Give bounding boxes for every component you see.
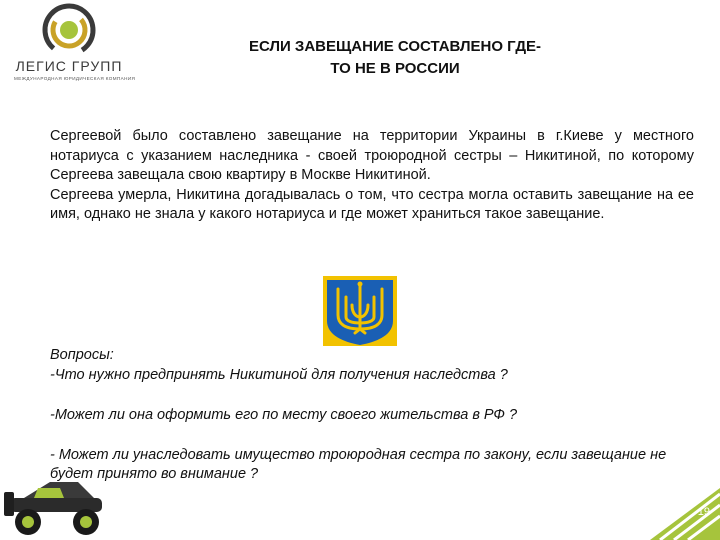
question-3: - Может ли унаследовать имущество троюродная сестра по закону, если завещание не будет принято во внимание ? bbox=[50, 446, 667, 483]
logo-tagline: МЕЖДУНАРОДНАЯ ЮРИДИЧЕСКАЯ КОМПАНИЯ bbox=[14, 76, 136, 81]
case-description bbox=[50, 127, 694, 225]
ukraine-coat-of-arms-icon bbox=[322, 275, 398, 347]
question-2: -Может ли она оформить его по месту своего жительства в РФ ? bbox=[50, 407, 518, 424]
questions-heading: Вопросы: bbox=[50, 347, 114, 363]
race-car-icon bbox=[2, 474, 108, 540]
company-logo bbox=[14, 2, 136, 88]
logo-rings-icon bbox=[36, 2, 102, 58]
questions-block bbox=[50, 346, 694, 485]
slide-title bbox=[190, 36, 600, 80]
case-paragraph-1: Сергеевой было составлено завещание на территории Украины в г.Киеве у местного нотариуса с указанием наследника - своей троюродной сестры – Никитиной, по которому Сергеева завещала свою квартиру в Москве Никитиной. bbox=[50, 128, 694, 184]
title-line-2: ТО НЕ В РОССИИ bbox=[330, 60, 460, 77]
page-number: 19 bbox=[697, 506, 710, 518]
case-paragraph-2: Сергеева умерла, Никитина догадывалась о том, что сестра могла оставить завещание на ее имя, однако не знала у какого нотариуса и где может храниться такое завещание. bbox=[50, 186, 694, 223]
logo-name: ЛЕГИС ГРУПП bbox=[15, 58, 123, 74]
question-1: -Что нужно предпринять Никитиной для получения наследства ? bbox=[50, 366, 508, 383]
title-line-1: ЕСЛИ ЗАВЕЩАНИЕ СОСТАВЛЕНО ГДЕ- bbox=[248, 38, 542, 55]
